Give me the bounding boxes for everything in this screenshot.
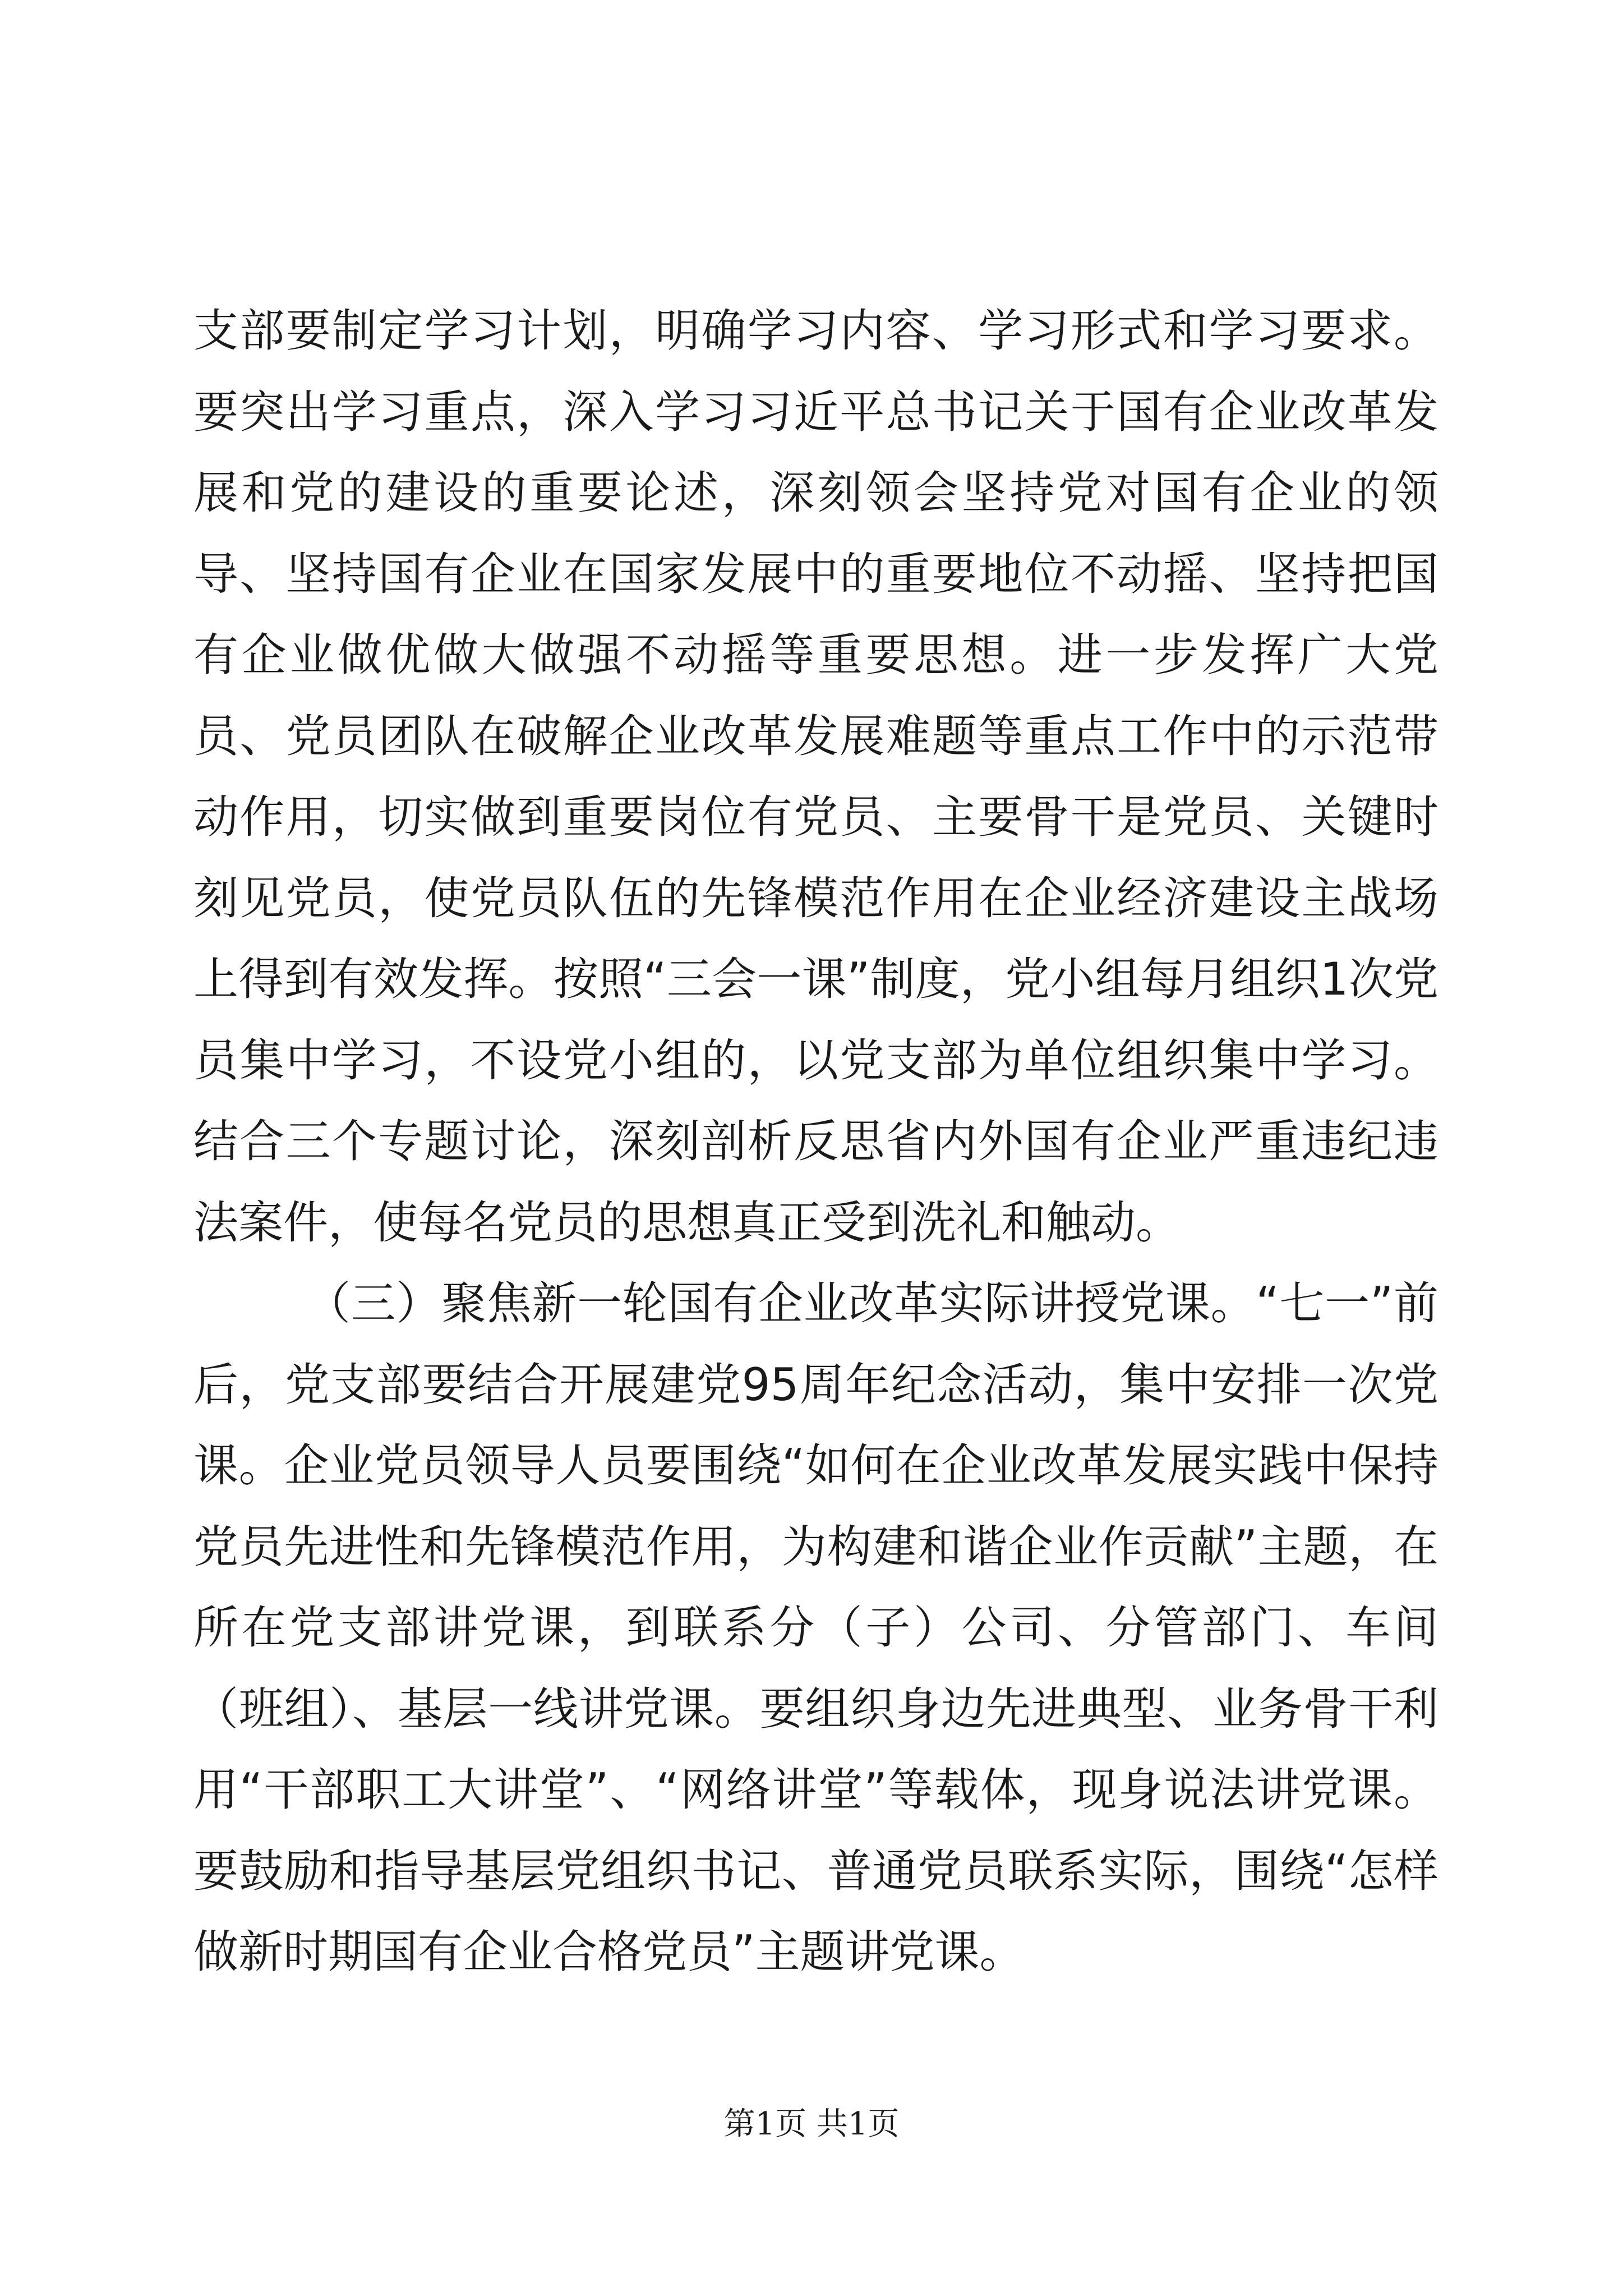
paragraph-study-plan: 支部要制定学习计划，明确学习内容、学习形式和学习要求。要突出学习重点，深入学习习近平总书记关于国有企业改革发展和党的建设的重要论述，深刻领会坚持党对国有企业的领导、坚持国有企业在国家发展中的重要地位不动摇、坚持把国有企业做优做大做强不动摇等重要思想。进一步发挥广大党员、党员团队在破解企业改革发展难题等重点工作中的示范带动作用，切实做到重要岗位有党员、主要骨干是党员、关键时刻见党员，使党员队伍的先锋模范作用在企业经济建设主战场上得到有效发挥。按照“三会一课”制度，党小组每月组织1次党员集中学习，不设党小组的，以党支部为单位组织集中学习。结合三个专题讨论，深刻剖析反思省内外国有企业严重违纪违法案件，使每名党员的思想真正受到洗礼和触动。 [193,305,1438,1249]
paragraph-party-lecture: （三）聚焦新一轮国有企业改革实际讲授党课。“七一”前后，党支部要结合开展建党95周年纪念活动，集中安排一次党课。企业党员领导人员要围绕“如何在企业改革发展实践中保持党员先进性和先锋模范作用，为构建和谐企业作贡献”主题，在所在党支部讲党课，到联系分（子）公司、分管部门、车间（班组）、基层一线讲党课。要组织身边先进典型、业务骨干利用“干部职工大讲堂”、“网络讲堂”等载体，现身说法讲党课。要鼓励和指导基层党组织书记、普通党员联系实际，围绕“怎样做新时期国有企业合格党员”主题讲党课。 [193,1277,1438,1978]
document-body [193,291,1438,1993]
page-number-footer: 第1页 共1页 [723,2106,900,2142]
